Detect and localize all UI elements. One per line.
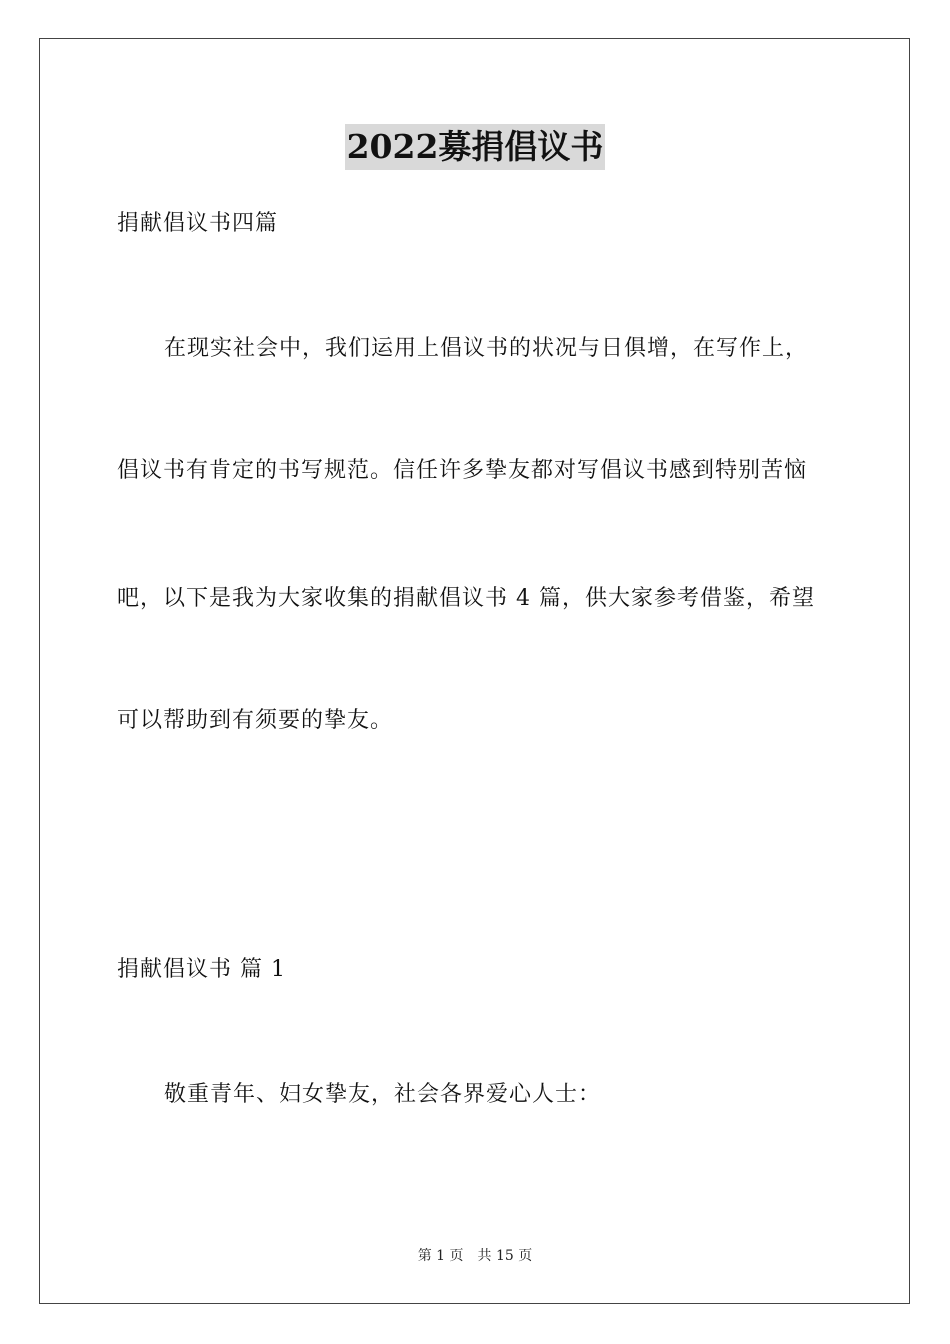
page-number: 第 1 页	[417, 1248, 464, 1264]
total-pages: 共 15 页	[477, 1248, 533, 1264]
document-subtitle: 捐献倡议书四篇	[117, 211, 279, 236]
intro-line-2: 倡议书有肯定的书写规范。信任许多挚友都对写倡议书感到特别苦恼	[117, 458, 808, 483]
intro-line-4: 可以帮助到有须要的挚友。	[117, 708, 394, 733]
document-title: 2022募捐倡议书	[345, 124, 606, 170]
page-footer	[0, 1246, 950, 1266]
intro-line-1: 在现实社会中，我们运用上倡议书的状况与日俱增，在写作上，	[164, 336, 809, 361]
intro-line-3: 吧，以下是我为大家收集的捐献倡议书 4 篇，供大家参考借鉴，希望	[117, 586, 815, 611]
salutation-line: 敬重青年、妇女挚友，社会各界爱心人士：	[164, 1082, 602, 1107]
title-container	[0, 124, 950, 170]
section-heading: 捐献倡议书 篇 1	[117, 957, 286, 982]
